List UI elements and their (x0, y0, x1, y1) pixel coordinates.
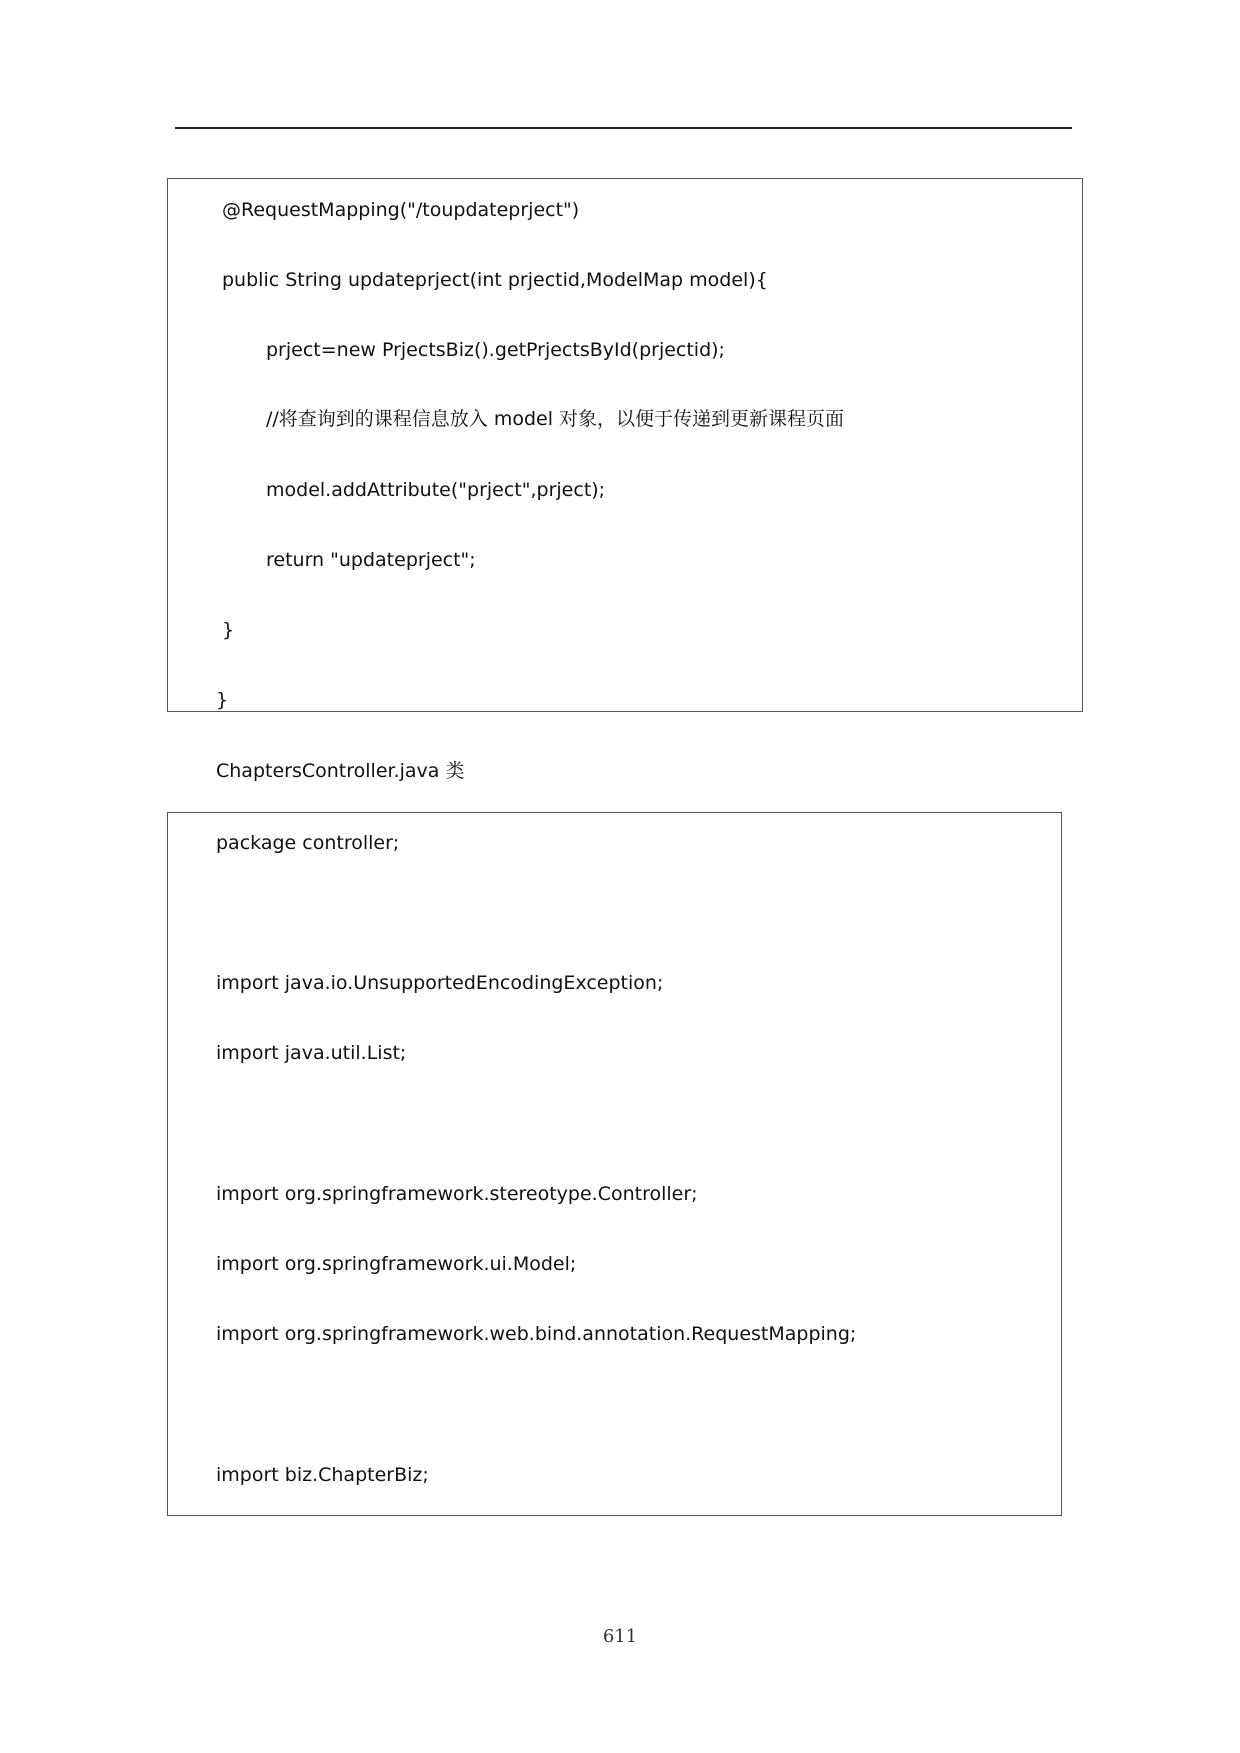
code-block-update-prject (167, 178, 1083, 712)
code-block-chapters-controller (167, 812, 1062, 1516)
code-comment-line: //将查询到的课程信息放入 model 对象，以便于传递到更新课程页面 (266, 408, 845, 430)
code-line: } (222, 619, 235, 641)
class-caption: ChaptersController.java 类 (216, 760, 465, 782)
code-line: return "updateprject"; (266, 549, 476, 571)
code-line: import biz.ChapterBiz; (216, 1464, 429, 1486)
code-line: @RequestMapping("/toupdateprject") (222, 199, 580, 221)
code-line: import org.springframework.web.bind.annotation.RequestMapping; (216, 1323, 857, 1345)
code-line: import org.springframework.ui.Model; (216, 1253, 577, 1275)
code-line: package controller; (216, 832, 400, 854)
code-line: prject=new PrjectsBiz().getPrjectsById(prjectid); (266, 339, 725, 361)
page-number: 611 (602, 1626, 638, 1647)
header-rule (175, 127, 1072, 129)
code-line: import org.springframework.stereotype.Controller; (216, 1183, 698, 1205)
code-line: import java.util.List; (216, 1042, 407, 1064)
code-line: import java.io.UnsupportedEncodingException; (216, 972, 664, 994)
code-line: public String updateprject(int prjectid,ModelMap model){ (222, 269, 768, 291)
code-line: } (216, 689, 229, 711)
code-line: model.addAttribute("prject",prject); (266, 479, 606, 501)
